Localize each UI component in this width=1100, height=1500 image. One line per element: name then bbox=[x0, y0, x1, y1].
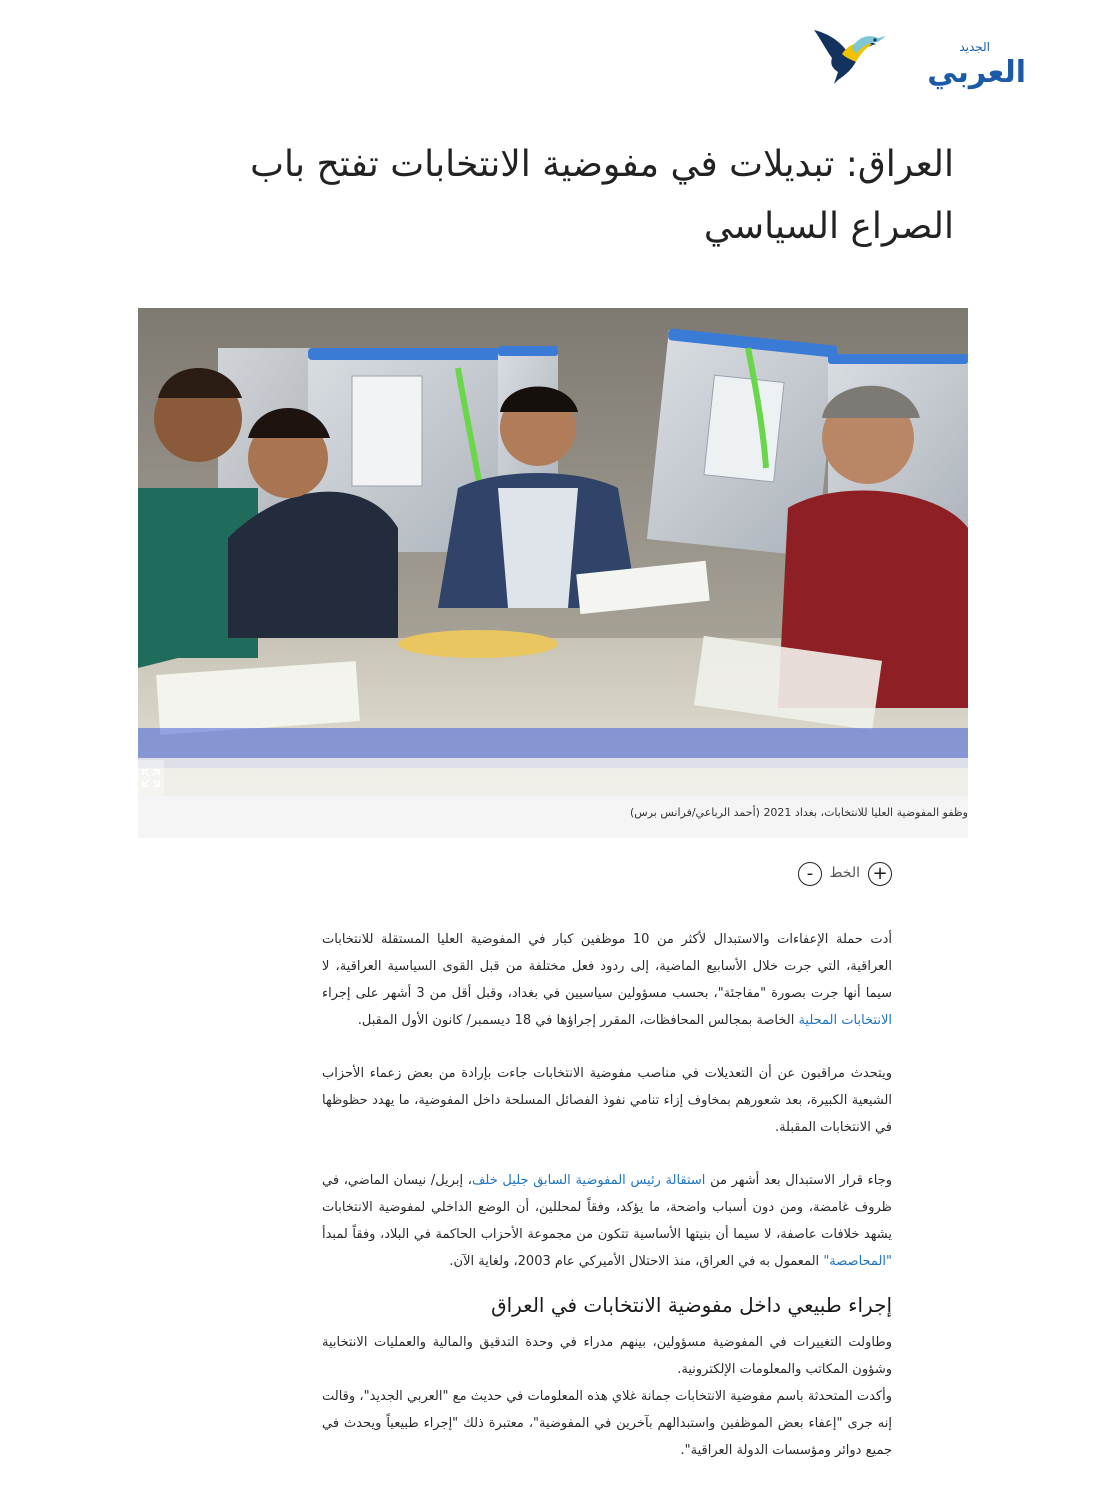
muhasasa-link[interactable]: "المحاصصة" bbox=[823, 1254, 892, 1269]
paragraph-1-text-b: الخاصة بمجالس المحافظات، المقرر إجراؤها في 18 ديسمبر/ كانون الأول المقبل. bbox=[357, 1013, 799, 1028]
section-heading: إجراء طبيعي داخل مفوضية الانتخابات في العراق bbox=[491, 1293, 892, 1317]
paragraph-1 bbox=[322, 926, 892, 1034]
site-logo[interactable] bbox=[812, 24, 1032, 88]
article-title: العراق: تبديلات في مفوضية الانتخابات تفتح باب الصراع السياسي bbox=[250, 144, 954, 247]
paragraph-1-text-a: أدت حملة الإعفاءات والاستبدال لأكثر من 10 موظفين كبار في المفوضية العليا المستقلة للانتخابات العراقية، التي جرت خلال الأسابيع الماضية، إلى ردود فعل مختلفة من قبل القوى السياسية العراقية، لا سيما أنها جرت بصورة "مفاجئة"، بحسب مسؤولين سياسيين في بغداد، وقبل أقل من 3 أشهر على إجراء bbox=[322, 932, 892, 1001]
font-label: الخط bbox=[829, 865, 860, 881]
paragraph-4: وطاولت التغييرات في المفوضية مسؤولين، بينهم مدراء في وحدة التدقيق والمالية والعمليات الانتخابية وشؤون المكاتب والمعلومات الإلكترونية. bbox=[322, 1335, 892, 1377]
resignation-link[interactable]: استقالة رئيس المفوضية السابق جليل خلف bbox=[471, 1173, 706, 1188]
brand-name: العربي bbox=[927, 55, 1026, 90]
paragraph-3-text-c: المعمول به في العراق، منذ الاحتلال الأميركي عام 2003، ولغاية الآن. bbox=[449, 1254, 824, 1269]
article-figure bbox=[138, 308, 968, 838]
photo-illustration bbox=[138, 308, 968, 796]
article-body bbox=[322, 926, 892, 1464]
expand-icon bbox=[142, 769, 160, 787]
article-photo[interactable] bbox=[138, 308, 968, 796]
paragraph-3 bbox=[322, 1167, 892, 1275]
font-decrease-button[interactable]: - bbox=[798, 862, 822, 886]
expand-image-button[interactable] bbox=[138, 760, 164, 796]
font-size-control bbox=[798, 860, 894, 888]
paragraph-3-text-b: ، إبريل/ نيسان الماضي، في ظروف غامضة، ومن دون أسباب واضحة، ما يؤكد، وفقاً لمحللين، أن الوضع الداخلي لمفوضية الانتخابات يشهد خلافات عاصفة، لا سيما أن بنيتها الأساسية تتكون من مجموعة الأحزاب الحاكمة في البلاد، وفقاً لمبدأ bbox=[322, 1173, 892, 1242]
paragraph-2: ويتحدث مراقبون عن أن التعديلات في مناصب مفوضية الانتخابات جاءت بإرادة من بعض زعماء الأحزاب الشيعية الكبيرة، بعد شعورهم بمخاوف إزاء تنامي نفوذ الفصائل المسلحة داخل المفوضية، ما يهدد حظوظها في الانتخابات المقبلة. bbox=[322, 1066, 892, 1135]
brand-subtitle: الجديد bbox=[959, 40, 990, 54]
image-caption: وظفو المفوضية العليا للانتخابات، بغداد 2021 (أحمد الرباعي/فرانس برس) bbox=[630, 806, 968, 819]
paragraph-3-text-a: وجاء قرار الاستبدال بعد أشهر من bbox=[705, 1173, 892, 1188]
font-increase-button[interactable]: + bbox=[868, 862, 892, 886]
local-elections-link[interactable]: الانتخابات المحلية bbox=[798, 1013, 892, 1028]
paragraph-5: وأكدت المتحدثة باسم مفوضية الانتخابات جمانة غلاي هذه المعلومات في حديث مع "العربي الجديد"، وقالت إنه جرى "إعفاء بعض الموظفين واستبدالهم بآخرين في المفوضية"، معتبرة ذلك "إجراء طبيعياً ويحدث في جميع دوائر ومؤسسات الدولة العراقية". bbox=[322, 1389, 892, 1458]
